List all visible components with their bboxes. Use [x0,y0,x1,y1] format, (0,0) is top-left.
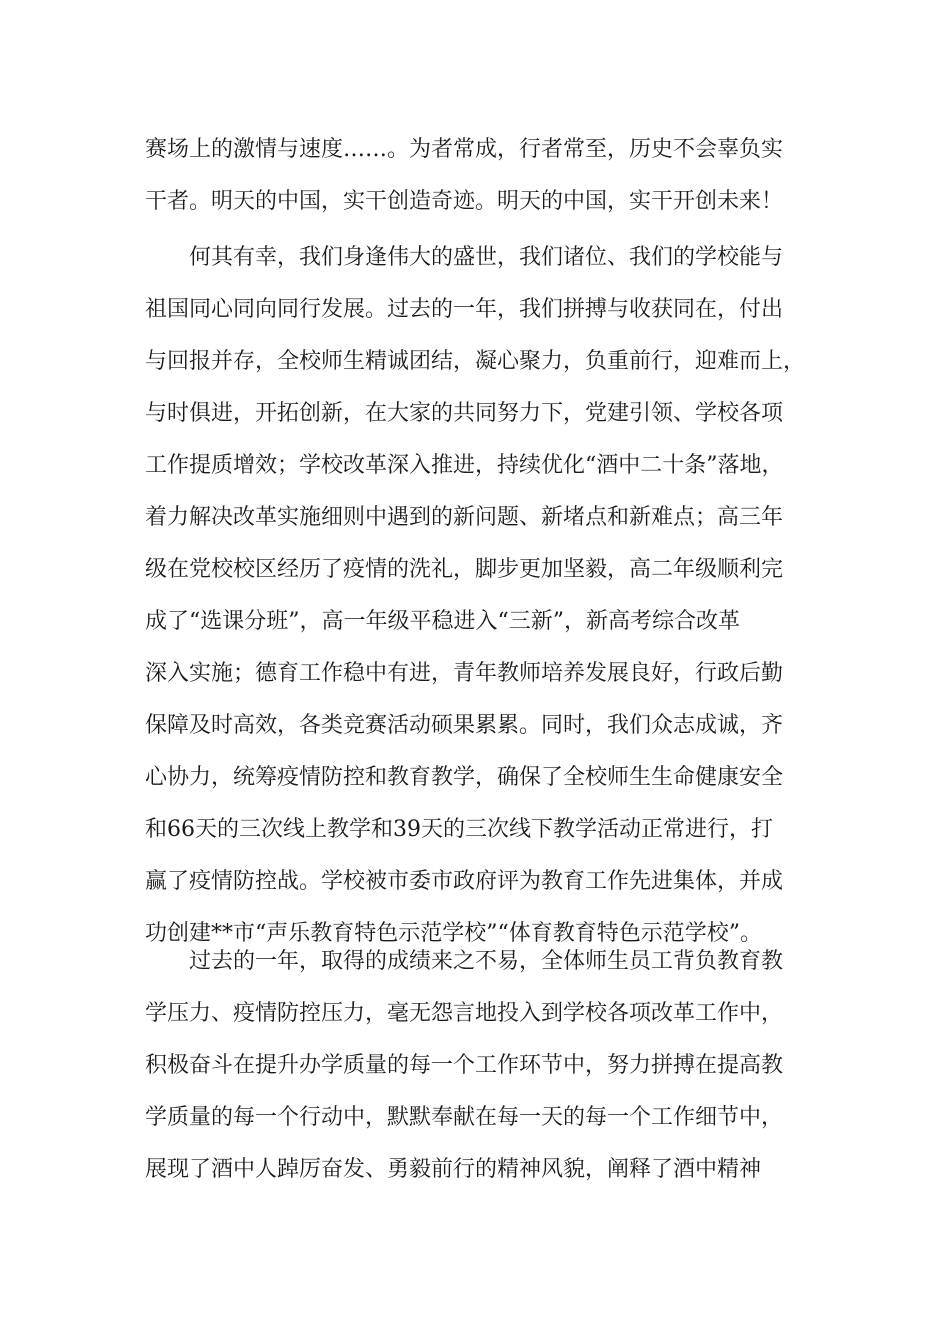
paragraph-line: 与回报并存，全校师生精诚团结，凝心聚力，负重前行，迎难而上， [145,349,805,374]
paragraph-line: 何其有幸，我们身逢伟大的盛世，我们诸位、我们的学校能与 [145,245,784,270]
paragraph-line: 学压力、疫情防控压力，毫无怨言地投入到学校各项改革工作中， [145,1001,784,1026]
paragraph-line: 级在党校校区经历了疫情的洗礼，脚步更加坚毅，高二年级顺利完 [145,557,784,582]
paragraph-line: 成了“选课分班”，高一年级平稳进入“三新”，新高考综合改革 [145,609,740,634]
paragraph-line: 工作提质增效；学校改革深入推进，持续优化“酒中二十条”落地， [145,453,784,478]
paragraph-2 [145,232,805,960]
paragraph-line: 功创建**市“声乐教育特色示范学校”“体育教育特色示范学校”。 [145,921,762,946]
paragraph-line: 和66天的三次线上教学和39天的三次线下教学活动正常进行，打 [145,817,773,842]
paragraph-line: 赢了疫情防控战。学校被市委市政府评为教育工作先进集体，并成 [145,869,784,894]
paragraph-3 [145,936,805,1196]
paragraph-line: 展现了酒中人踔厉奋发、勇毅前行的精神风貌，阐释了酒中精神 [145,1157,762,1182]
paragraph-line: 心协力，统筹疫情防控和教育教学，确保了全校师生生命健康安全 [145,765,784,790]
paragraph-line: 干者。明天的中国，实干创造奇迹。明天的中国，实干开创未来！ [145,189,784,214]
paragraph-line: 着力解决改革实施细则中遇到的新问题、新堵点和新难点；高三年 [145,505,784,530]
paragraph-line: 赛场上的激情与速度……。为者常成，行者常至，历史不会辜负实 [145,137,784,162]
paragraph-line: 积极奋斗在提升办学质量的每一个工作环节中，努力拼搏在提高教 [145,1053,784,1078]
paragraph-line: 深入实施；德育工作稳中有进，青年教师培养发展良好，行政后勤 [145,661,784,686]
paragraph-line: 保障及时高效，各类竞赛活动硕果累累。同时，我们众志成诚，齐 [145,713,784,738]
paragraph-line: 祖国同心同向同行发展。过去的一年，我们拼搏与收获同在，付出 [145,297,784,322]
paragraph-line: 与时俱进，开拓创新，在大家的共同努力下，党建引领、学校各项 [145,401,784,426]
paragraph-line: 学质量的每一个行动中，默默奉献在每一天的每一个工作细节中， [145,1105,784,1130]
paragraph-line: 过去的一年，取得的成绩来之不易，全体师生员工背负教育教 [145,949,784,974]
paragraph-1 [145,124,805,228]
